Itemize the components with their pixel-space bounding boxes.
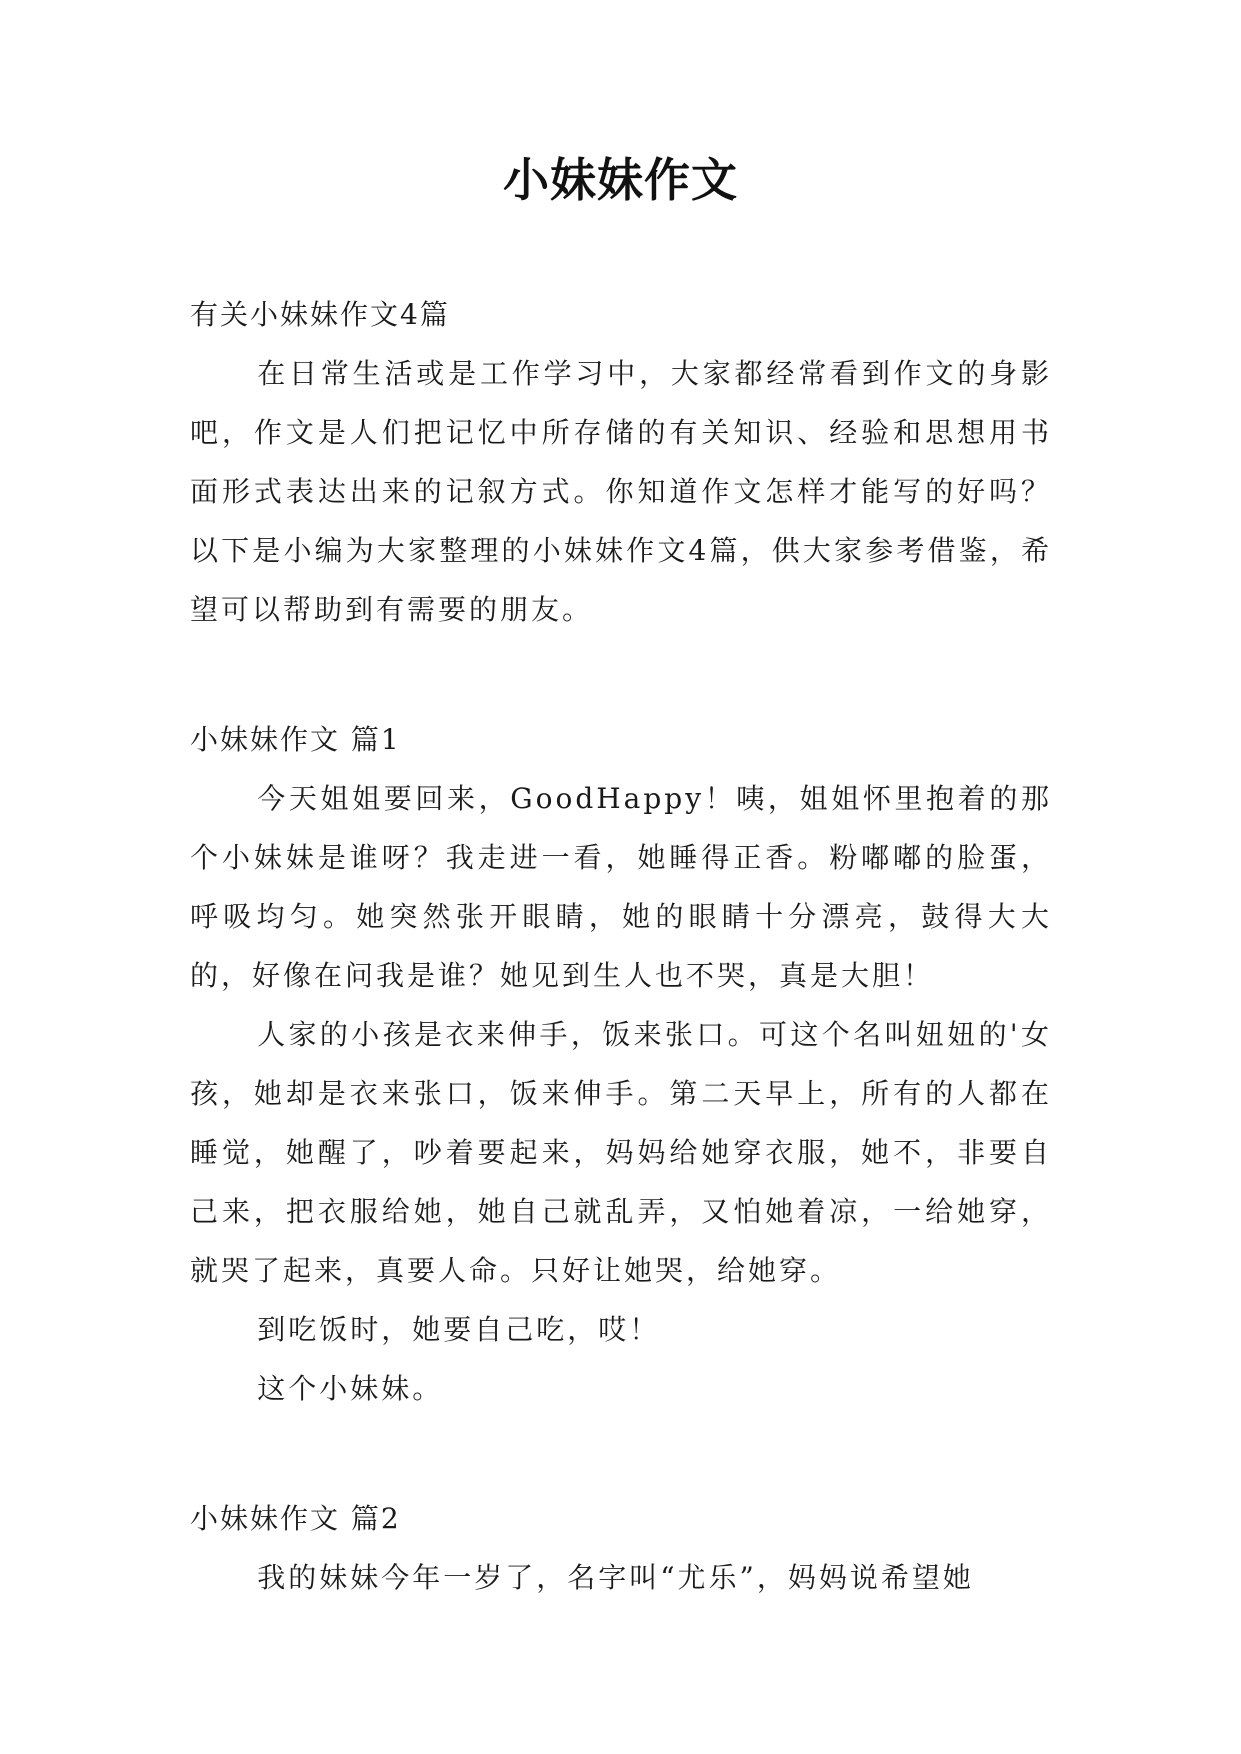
section-1-paragraph: 这个小妹妹。 (257, 1372, 444, 1405)
section-1-paragraph: 今天姐姐要回来，GoodHappy！咦，姐姐怀里抱着的那个小妹妹是谁呀？我走进一看，她睡得正香。粉嘟嘟的脸蛋，呼吸均匀。她突然张开眼睛，她的眼睛十分漂亮，鼓得大大的，好像在问我是谁？她见到生人也不哭，真是大胆！ (190, 782, 1052, 992)
intro-heading: 有关小妹妹作文4篇 (190, 298, 450, 331)
section-gap (190, 639, 1052, 711)
section-gap (190, 1418, 1052, 1490)
section-heading-2: 小妹妹作文 篇2 (190, 1502, 401, 1535)
section-1-paragraph: 人家的小孩是衣来伸手，饭来张口。可这个名叫妞妞的'女孩，她却是衣来张口，饭来伸手。第二天早上，所有的人都在睡觉，她醒了，吵着要起来，妈妈给她穿衣服，她不，非要自己来，把衣服给她，她自己就乱弄，又怕她着凉，一给她穿，就哭了起来，真要人命。只好让她哭，给她穿。 (190, 1018, 1052, 1287)
section-heading-1: 小妹妹作文 篇1 (190, 723, 401, 756)
section-1-paragraph: 到吃饭时，她要自己吃，哎！ (257, 1313, 661, 1346)
intro-paragraph: 在日常生活或是工作学习中，大家都经常看到作文的身影吧，作文是人们把记忆中所存储的有关知识、经验和思想用书面形式表达出来的记叙方式。你知道作文怎样才能写的好吗？以下是小编为大家整理的小妹妹作文4篇，供大家参考借鉴，希望可以帮助到有需要的朋友。 (190, 357, 1052, 626)
document-title: 小妹妹作文 (503, 153, 738, 207)
section-2-paragraph: 我的妹妹今年一岁了，名字叫“尤乐”，妈妈说希望她 (257, 1561, 974, 1594)
document-body (190, 286, 1052, 1607)
